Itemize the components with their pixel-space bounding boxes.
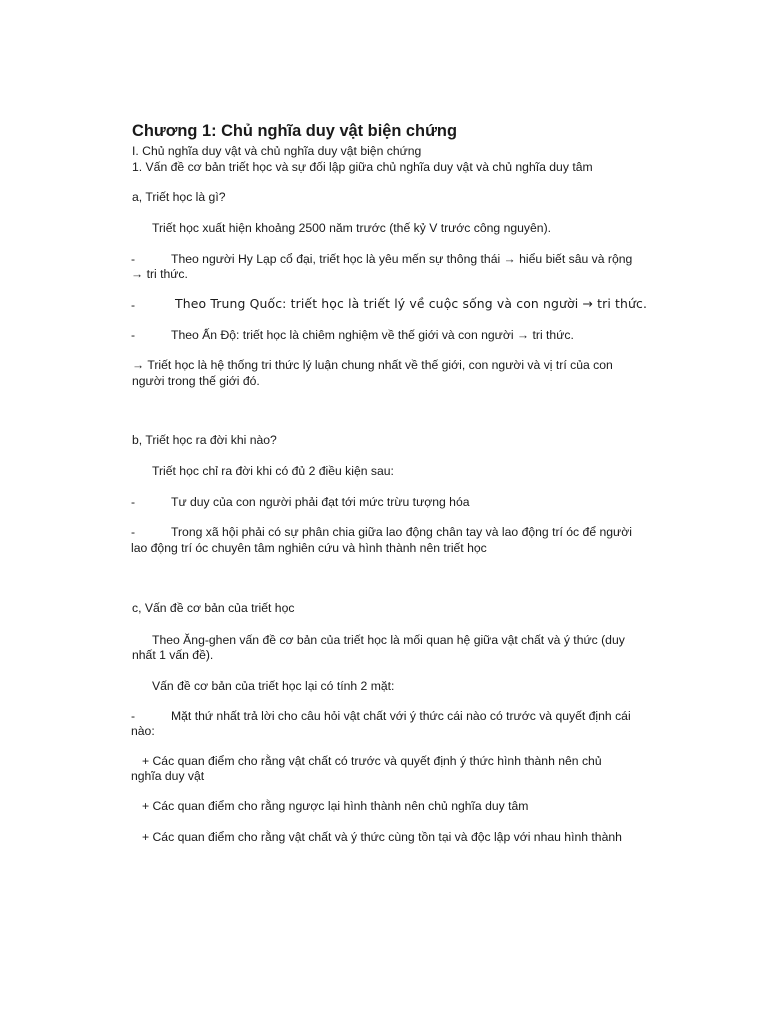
list-item: Theo người Hy Lạp cổ đại, triết học là yêu mến sự thông thái → hiểu biết sâu và rộng xyxy=(171,252,633,266)
list-item-continuation: lao động trí óc chuyên tâm nghiên cứu và hình thành nên triết học xyxy=(131,541,487,555)
list-item-continuation: → tri thức. xyxy=(131,267,188,281)
sub-item: + Các quan điểm cho rằng vật chất và ý thức cùng tồn tại và độc lập với nhau hình thành xyxy=(142,830,622,844)
conclusion: → Triết học là hệ thống tri thức lý luận chung nhất về thế giới, con người và vị trí của con xyxy=(132,358,613,372)
page-title: Chương 1: Chủ nghĩa duy vật biện chứng xyxy=(132,122,457,140)
paragraph: Vấn đề cơ bản của triết học lại có tính 2 mặt: xyxy=(152,679,395,693)
paragraph: Triết học xuất hiện khoảng 2500 năm trước (thế kỷ V trước công nguyên). xyxy=(152,221,552,235)
conclusion-continuation: người trong thế giới đó. xyxy=(132,374,260,388)
section-heading-I: I. Chủ nghĩa duy vật và chủ nghĩa duy vật biện chứng xyxy=(132,144,422,158)
list-item-continuation: nào: xyxy=(131,724,155,738)
sub-item: + Các quan điểm cho rằng vật chất có trước và quyết định ý thức hình thành nên chủ xyxy=(142,754,602,768)
list-item: Theo Ấn Độ: triết học là chiêm nghiệm về thế giới và con người → tri thức. xyxy=(171,328,574,342)
bullet-dash: - xyxy=(131,252,136,266)
bullet-dash: - xyxy=(131,525,136,539)
bullet-dash: - xyxy=(131,495,136,509)
list-item: Theo Trung Quốc: triết học là triết lý về cuộc sống và con người → tri thức. xyxy=(175,296,648,311)
section-heading-1: 1. Vấn đề cơ bản triết học và sự đối lập giữa chủ nghĩa duy vật và chủ nghĩa duy tâm xyxy=(132,160,593,174)
bullet-dash: - xyxy=(131,328,136,342)
sub-item: + Các quan điểm cho rằng ngược lại hình thành nên chủ nghĩa duy tâm xyxy=(142,799,529,813)
bullet-dash: - xyxy=(131,709,136,723)
heading-part-c: c, Vấn đề cơ bản của triết học xyxy=(132,601,295,615)
paragraph: Theo Ăng-ghen vấn đề cơ bản của triết học là mối quan hệ giữa vật chất và ý thức (duy xyxy=(152,633,625,647)
heading-part-b: b, Triết học ra đời khi nào? xyxy=(132,433,277,447)
heading-part-a: a, Triết học là gì? xyxy=(132,190,226,204)
list-item: Mặt thứ nhất trả lời cho câu hỏi vật chất với ý thức cái nào có trước và quyết định cái xyxy=(171,709,631,723)
list-item: Tư duy của con người phải đạt tới mức trừu tượng hóa xyxy=(171,495,470,509)
bullet-dash: - xyxy=(131,298,136,312)
list-item: Trong xã hội phải có sự phân chia giữa lao động chân tay và lao động trí óc để người xyxy=(171,525,632,539)
paragraph: Triết học chỉ ra đời khi có đủ 2 điều kiện sau: xyxy=(152,464,394,478)
sub-item-continuation: nghĩa duy vật xyxy=(131,769,205,783)
paragraph-continuation: nhất 1 vấn đề). xyxy=(132,648,214,662)
